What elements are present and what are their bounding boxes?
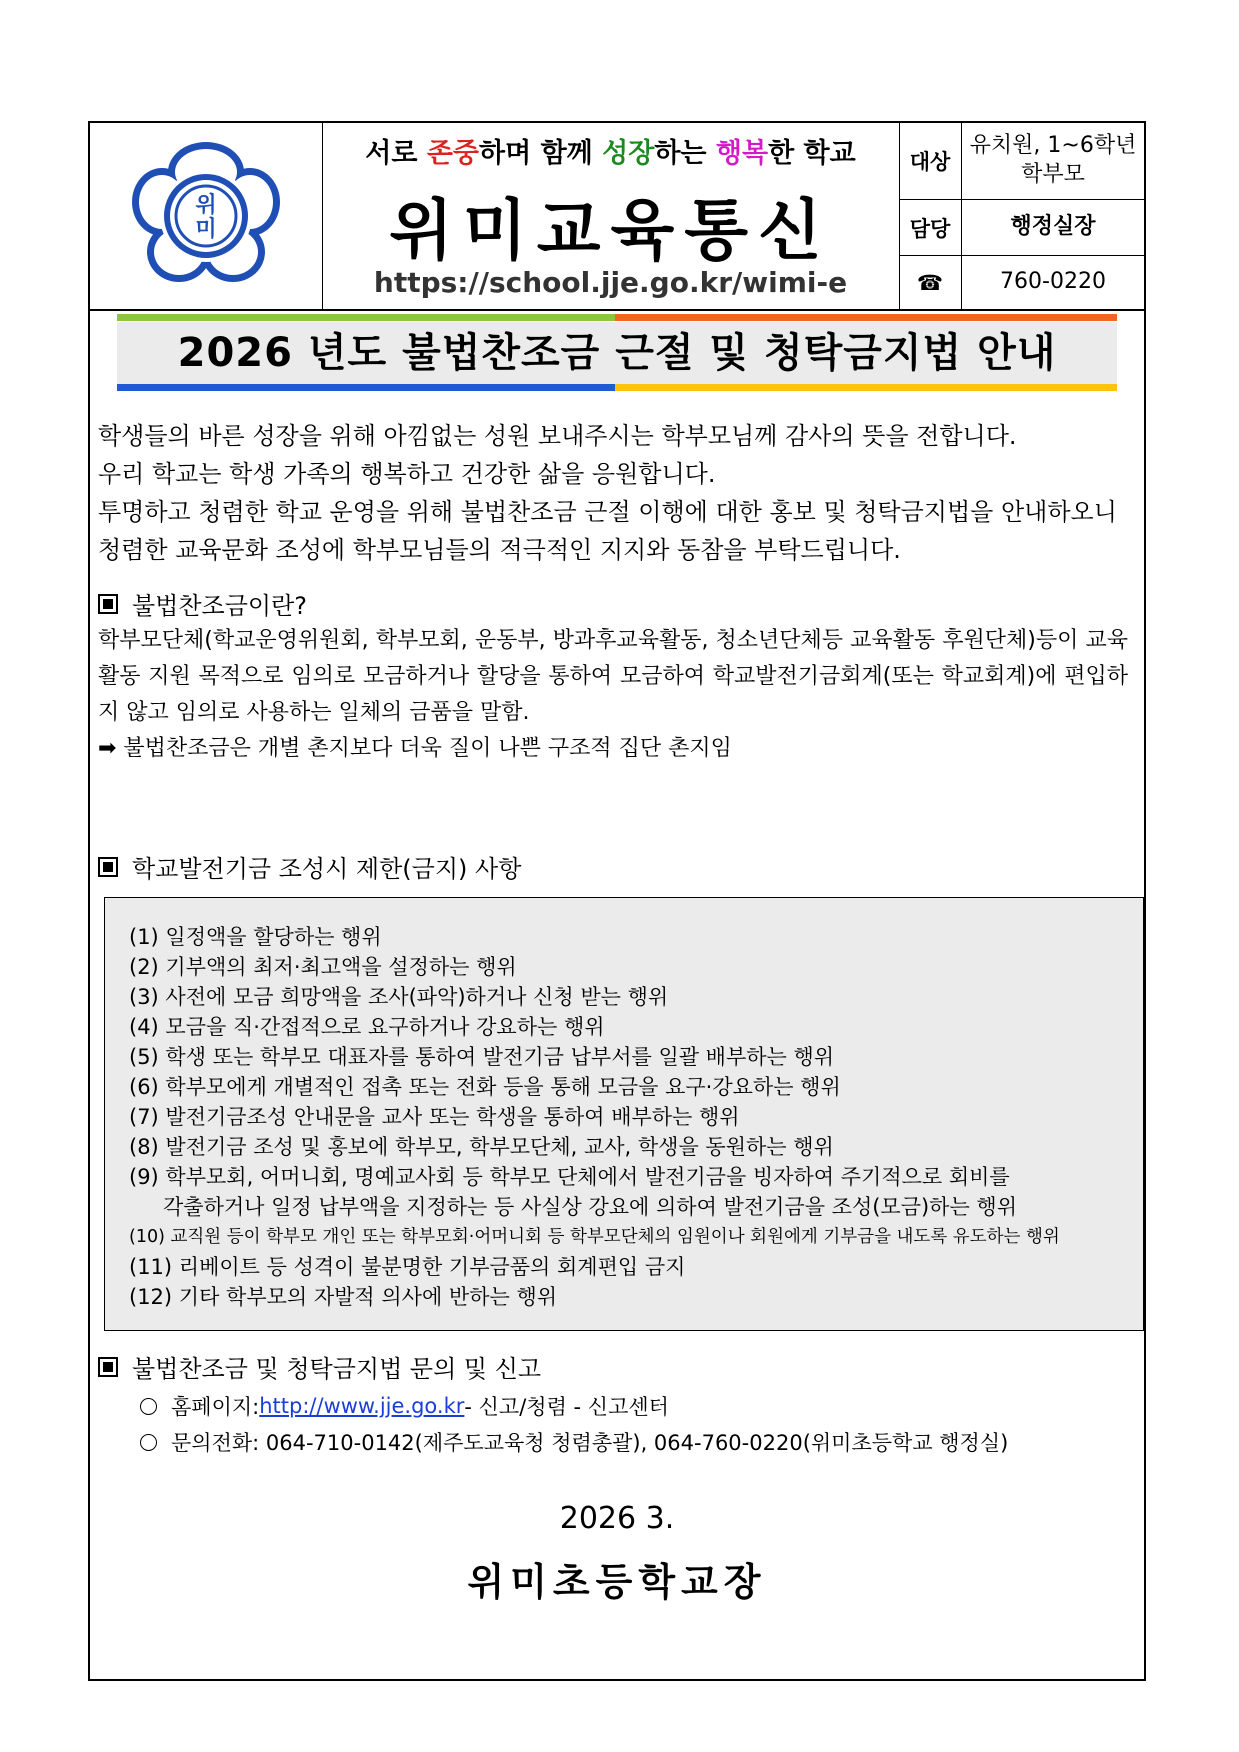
circle-bullet-icon bbox=[140, 1434, 157, 1451]
headline-bar-top-left bbox=[117, 314, 615, 321]
headline-bar-bottom-right bbox=[615, 384, 1117, 391]
list-item: (5) 학생 또는 학부모 대표자를 통하여 발전기금 납부서를 일괄 배부하는 행위 bbox=[129, 1045, 835, 1069]
intro-line-1: 학생들의 바른 성장을 위해 아낌없는 성원 보내주시는 학부모님께 감사의 뜻을 전합니다. bbox=[98, 422, 1017, 450]
info-row-target bbox=[899, 123, 1144, 200]
list-item: (8) 발전기금 조성 및 홍보에 학부모, 학부모단체, 교사, 학생을 동원하는 행위 bbox=[129, 1135, 834, 1159]
info-row-phone bbox=[899, 256, 1144, 309]
section-title-inquiry: 불법찬조금 및 청탁금지법 문의 및 신고 bbox=[98, 1349, 541, 1384]
header-table bbox=[90, 123, 1144, 311]
title-cell bbox=[322, 123, 900, 309]
document-frame bbox=[88, 121, 1146, 1681]
intro-line-2: 우리 학교는 학생 가족의 행복하고 건강한 삶을 응원합니다. bbox=[98, 460, 716, 488]
intro-line-3: 투명하고 청렴한 학교 운영을 위해 불법찬조금 근절 이행에 대한 홍보 및 청탁금지법을 안내하오니 청렴한 교육문화 조성에 학부모님들의 적극적인 지지와 동참을 부탁드립니다. bbox=[98, 498, 1117, 564]
square-bullet-icon bbox=[98, 1357, 118, 1377]
square-bullet-icon bbox=[98, 857, 118, 877]
info-table bbox=[899, 123, 1144, 309]
section-illegal-donation-body: 학부모단체(학교운영위원회, 학부모회, 운동부, 방과후교육활동, 청소년단체등 교육활동 후원단체)등이 교육활동 지원 목적으로 임의로 모금하거나 할당을 통하여 모금하여 학교발전기금회계(또는 학교회계)에 편입하지 않고 임의로 사용하는 일체의 금품을 말함. bbox=[98, 628, 1128, 725]
list-item: (6) 학부모에게 개별적인 접촉 또는 전화 등을 통해 모금을 요구·강요하는 행위 bbox=[129, 1075, 841, 1099]
list-item: (12) 기타 학부모의 자발적 의사에 반하는 행위 bbox=[129, 1285, 558, 1309]
info-val-owner: 행정실장 bbox=[1010, 214, 1096, 240]
phone-icon: ☎ bbox=[899, 256, 962, 309]
list-item: (4) 모금을 직·간접적으로 요구하거나 강요하는 행위 bbox=[129, 1015, 605, 1039]
info-val-target: 유치원, 1~6학년 학부모 bbox=[969, 133, 1137, 187]
section-title-illegal-donation: 불법찬조금이란? bbox=[98, 586, 307, 621]
contact-phone: 문의전화: 064-710-0142(제주도교육청 청렴총괄), 064-760-0220(위미초등학교 행정실) bbox=[140, 1427, 1008, 1457]
square-bullet-icon bbox=[98, 594, 118, 614]
headline-bar-top-right bbox=[615, 314, 1117, 321]
info-row-owner bbox=[899, 200, 1144, 256]
school-emblem-icon bbox=[90, 123, 322, 309]
principal-signature: 위미초등학교장 bbox=[467, 1560, 767, 1604]
issue-date: 2026 3. bbox=[559, 1501, 675, 1536]
homepage-link[interactable]: http://www.jje.go.kr bbox=[259, 1394, 465, 1418]
section-title-restrictions: 학교발전기금 조성시 제한(금지) 사항 bbox=[98, 849, 521, 884]
contact-homepage: 홈페이지: http://www.jje.go.kr - 신고/청렴 - 신고센터 bbox=[140, 1391, 669, 1421]
restrictions-box bbox=[104, 897, 1144, 1331]
school-slogan: 서로 존중하며 함께 성장하는 행복한 학교 bbox=[365, 138, 856, 169]
list-item: (11) 리베이트 등 성격이 불분명한 기부금품의 회계편입 금지 bbox=[129, 1255, 686, 1279]
list-item: (2) 기부액의 최저·최고액을 설정하는 행위 bbox=[129, 955, 517, 979]
section-illegal-donation-note: ➡ 불법찬조금은 개별 촌지보다 더욱 질이 나쁜 구조적 집단 촌지임 bbox=[98, 736, 732, 761]
info-key-owner: 담당 bbox=[899, 200, 962, 255]
list-item: (10) 교직원 등이 학부모 개인 또는 학부모회·어머니회 등 학부모단체의 임원이나 회원에게 기부금을 내도록 유도하는 행위 bbox=[129, 1227, 1060, 1247]
svg-text:위: 위 bbox=[195, 193, 217, 218]
logo-cell bbox=[90, 123, 323, 309]
list-item-continuation: 각출하거나 일정 납부액을 지정하는 등 사실상 강요에 의하여 발전기금을 조성(모금)하는 행위 bbox=[163, 1195, 1018, 1219]
newsletter-title: 위미교육통신 bbox=[389, 192, 832, 269]
list-item: (9) 학부모회, 어머니회, 명예교사회 등 학부모 단체에서 발전기금을 빙자하여 주기적으로 회비를 bbox=[129, 1165, 1010, 1189]
list-item: (7) 발전기금조성 안내문을 교사 또는 학생을 통하여 배부하는 행위 bbox=[129, 1105, 740, 1129]
list-item: (1) 일정액을 할당하는 행위 bbox=[129, 925, 382, 949]
info-key-target: 대상 bbox=[899, 123, 962, 199]
school-url: https://school.jje.go.kr/wimi-e bbox=[373, 266, 848, 299]
headline-title: 2026 년도 불법찬조금 근절 및 청탁금지법 안내 bbox=[117, 322, 1117, 384]
circle-bullet-icon bbox=[140, 1398, 157, 1415]
info-val-phone: 760-0220 bbox=[1000, 269, 1106, 295]
svg-text:미: 미 bbox=[195, 217, 217, 242]
list-item: (3) 사전에 모금 희망액을 조사(파악)하거나 신청 받는 행위 bbox=[129, 985, 669, 1009]
restrictions-list bbox=[129, 922, 1139, 1312]
headline-bar-bottom-left bbox=[117, 384, 615, 391]
